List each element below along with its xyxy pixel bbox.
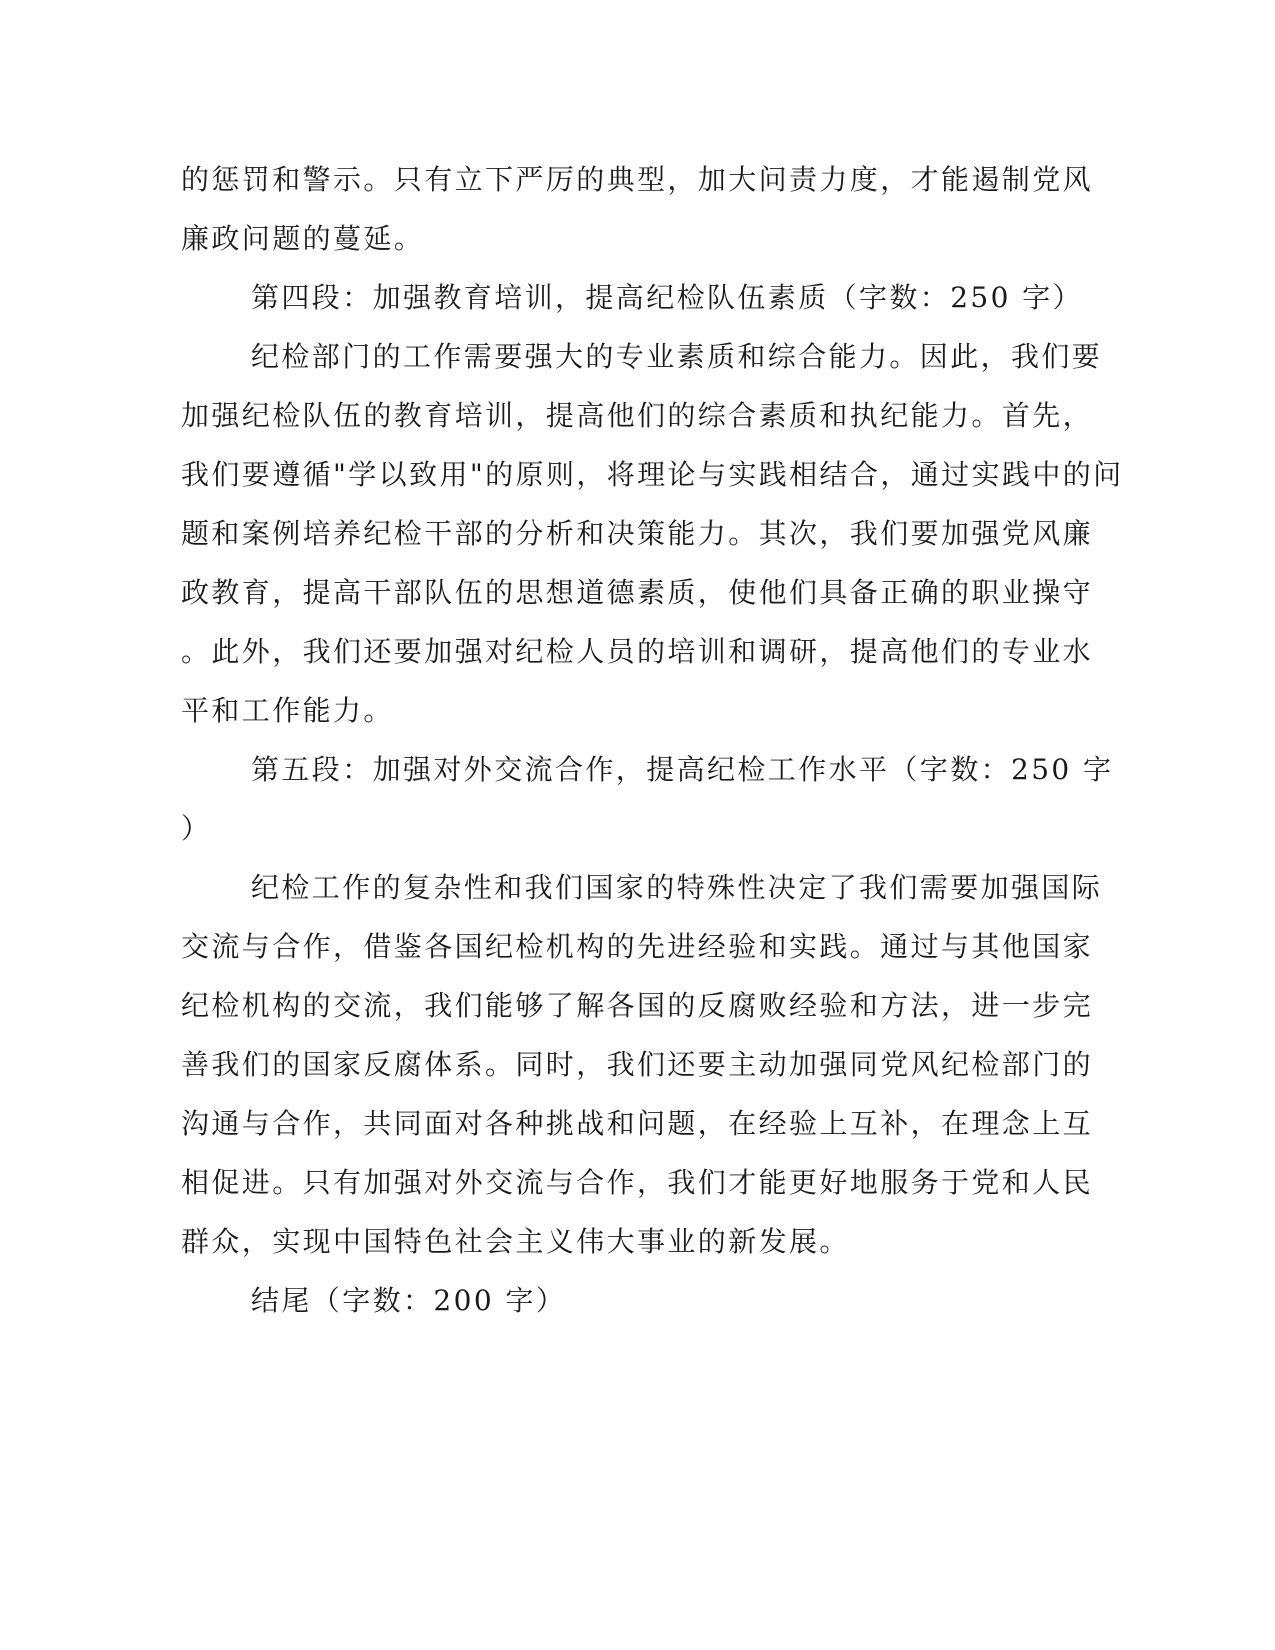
text-line: 交流与合作，借鉴各国纪检机构的先进经验和实践。通过与其他国家 (181, 930, 1094, 963)
section-heading-continued: ） (181, 812, 212, 845)
text-line: 纪检机构的交流，我们能够了解各国的反腐败经验和方法，进一步完 (181, 989, 1094, 1022)
section-heading: 第四段：加强教育培训，提高纪检队伍素质（字数：250 字） (251, 281, 1083, 314)
text-line: 我们要遵循"学以致用"的原则，将理论与实践相结合，通过实践中的问 (181, 458, 1124, 491)
text-line: 加强纪检队伍的教育培训，提高他们的综合素质和执纪能力。首先， (181, 399, 1094, 432)
text-line: 题和案例培养纪检干部的分析和决策能力。其次，我们要加强党风廉 (181, 517, 1094, 550)
section-heading: 第五段：加强对外交流合作，提高纪检工作水平（字数：250 字 (251, 753, 1114, 786)
text-line: 廉政问题的蔓延。 (181, 222, 425, 255)
text-line: 。此外，我们还要加强对纪检人员的培训和调研，提高他们的专业水 (181, 635, 1094, 668)
text-line: 相促进。只有加强对外交流与合作，我们才能更好地服务于党和人民 (181, 1166, 1094, 1199)
text-line: 纪检工作的复杂性和我们国家的特殊性决定了我们需要加强国际 (251, 871, 1103, 904)
text-line: 平和工作能力。 (181, 694, 394, 727)
text-line: 沟通与合作，共同面对各种挑战和问题，在经验上互补，在理念上互 (181, 1107, 1094, 1140)
text-line: 政教育，提高干部队伍的思想道德素质，使他们具备正确的职业操守 (181, 576, 1094, 609)
text-line: 善我们的国家反腐体系。同时，我们还要主动加强同党风纪检部门的 (181, 1048, 1094, 1081)
text-line: 纪检部门的工作需要强大的专业素质和综合能力。因此，我们要 (251, 340, 1103, 373)
section-heading: 结尾（字数：200 字） (251, 1284, 567, 1317)
text-line: 的惩罚和警示。只有立下严厉的典型，加大问责力度，才能遏制党风 (181, 163, 1094, 196)
text-line: 群众，实现中国特色社会主义伟大事业的新发展。 (181, 1225, 850, 1258)
